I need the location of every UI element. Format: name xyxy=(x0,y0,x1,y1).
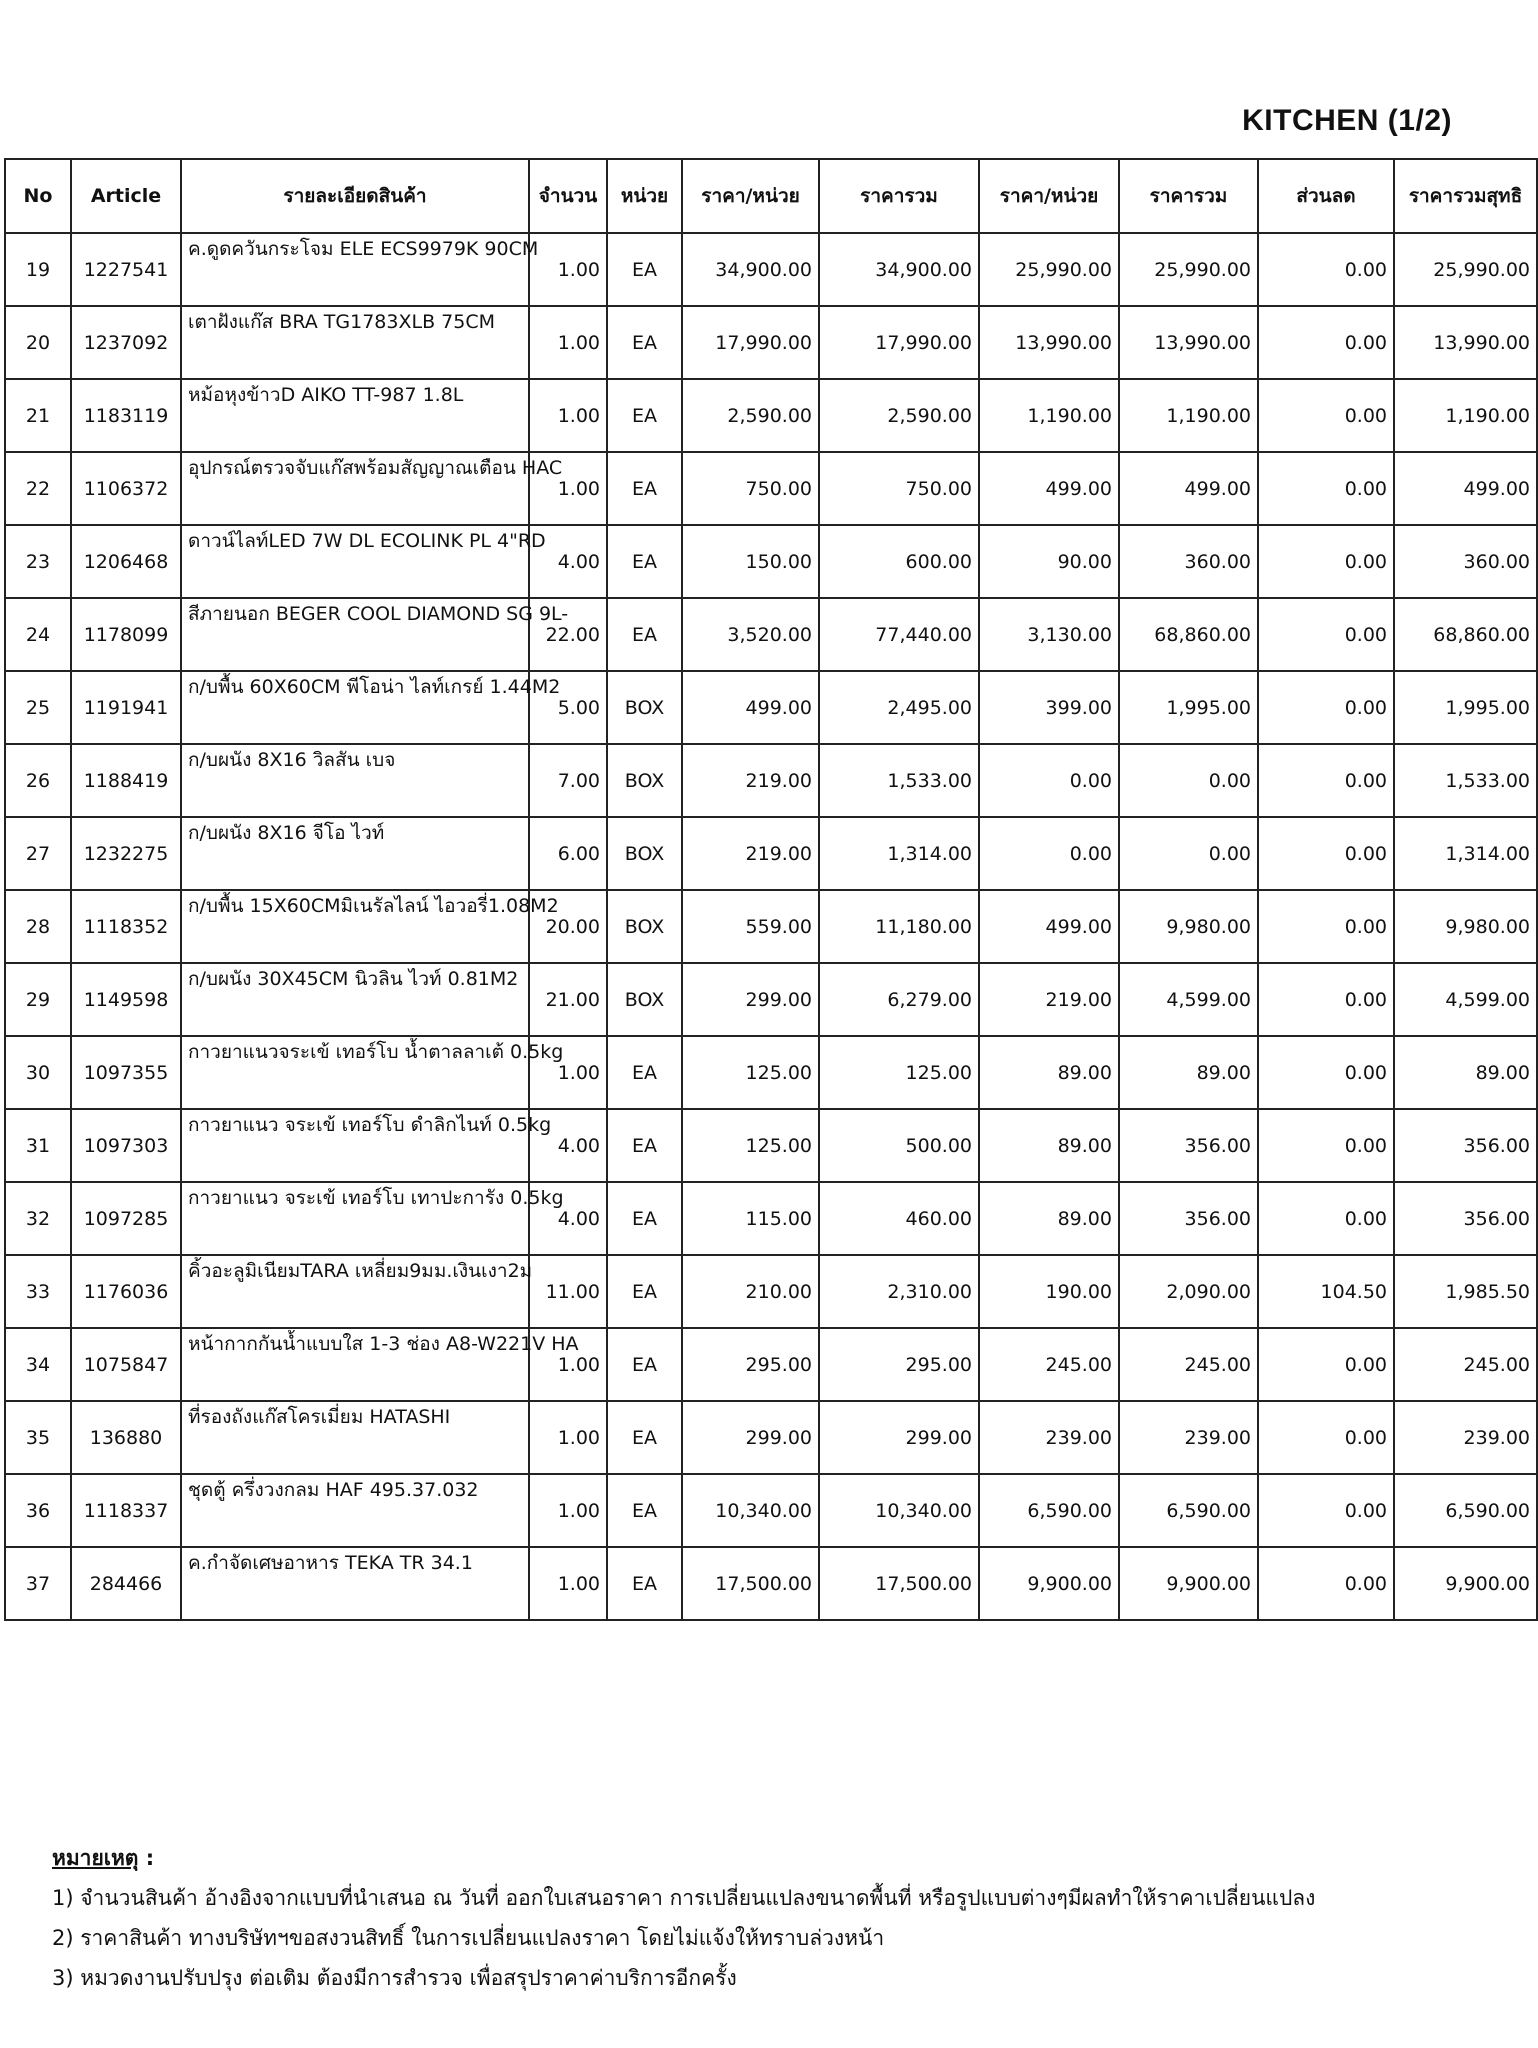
unit-price: 17,990.00 xyxy=(682,306,819,379)
total-price: 17,500.00 xyxy=(819,1547,979,1620)
table-row xyxy=(5,1547,1537,1620)
row-number: 21 xyxy=(5,379,71,452)
discount: 0.00 xyxy=(1258,452,1394,525)
article-code: 1075847 xyxy=(71,1328,181,1401)
row-number: 33 xyxy=(5,1255,71,1328)
total-price: 2,310.00 xyxy=(819,1255,979,1328)
unit: BOX xyxy=(607,744,682,817)
table-row xyxy=(5,1255,1537,1328)
table-row xyxy=(5,1328,1537,1401)
unit: BOX xyxy=(607,890,682,963)
total-price-2: 0.00 xyxy=(1119,817,1258,890)
total-price-2: 356.00 xyxy=(1119,1109,1258,1182)
net-total: 239.00 xyxy=(1394,1401,1537,1474)
unit: EA xyxy=(607,1401,682,1474)
table-row xyxy=(5,1401,1537,1474)
quantity: 4.00 xyxy=(529,1109,607,1182)
items-table xyxy=(4,158,1538,1621)
table-row xyxy=(5,1036,1537,1109)
quantity: 22.00 xyxy=(529,598,607,671)
notes-colon: : xyxy=(138,1846,155,1870)
table-row xyxy=(5,1474,1537,1547)
article-code: 1206468 xyxy=(71,525,181,598)
net-total: 13,990.00 xyxy=(1394,306,1537,379)
header-article: Article xyxy=(71,159,181,233)
total-price: 299.00 xyxy=(819,1401,979,1474)
item-description: หน้ากากกันน้ำแบบใส 1-3 ช่อง A8-W221V HA xyxy=(181,1328,529,1401)
article-code: 1232275 xyxy=(71,817,181,890)
article-code: 1097303 xyxy=(71,1109,181,1182)
item-description: คิ้วอะลูมิเนียมTARA เหลี่ยม9มม.เงินเงา2ม xyxy=(181,1255,529,1328)
total-price-2: 89.00 xyxy=(1119,1036,1258,1109)
quantity: 1.00 xyxy=(529,1328,607,1401)
net-total: 1,190.00 xyxy=(1394,379,1537,452)
item-description: ที่รองถังแก๊สโครเมี่ยม HATASHI xyxy=(181,1401,529,1474)
article-code: 1149598 xyxy=(71,963,181,1036)
note-line-3: 3) หมวดงานปรับปรุง ต่อเติม ต้องมีการสำรวจ เพื่อสรุปราคาค่าบริการอีกครั้ง xyxy=(52,1966,737,1990)
total-price-2: 239.00 xyxy=(1119,1401,1258,1474)
total-price: 125.00 xyxy=(819,1036,979,1109)
total-price-2: 25,990.00 xyxy=(1119,233,1258,306)
item-description: ก/บพื้น 60X60CM พีโอน่า ไลท์เกรย์ 1.44M2 xyxy=(181,671,529,744)
unit-price: 3,520.00 xyxy=(682,598,819,671)
unit: EA xyxy=(607,1255,682,1328)
discount: 104.50 xyxy=(1258,1255,1394,1328)
table-row xyxy=(5,525,1537,598)
unit-price-2: 6,590.00 xyxy=(979,1474,1119,1547)
total-price: 34,900.00 xyxy=(819,233,979,306)
row-number: 27 xyxy=(5,817,71,890)
net-total: 9,900.00 xyxy=(1394,1547,1537,1620)
unit-price-2: 9,900.00 xyxy=(979,1547,1119,1620)
total-price-2: 13,990.00 xyxy=(1119,306,1258,379)
unit-price-2: 190.00 xyxy=(979,1255,1119,1328)
unit-price: 750.00 xyxy=(682,452,819,525)
unit: EA xyxy=(607,233,682,306)
unit-price: 219.00 xyxy=(682,817,819,890)
note-line-2: 2) ราคาสินค้า ทางบริษัทฯขอสงวนสิทธิ์ ในการเปลี่ยนแปลงราคา โดยไม่แจ้งให้ทราบล่วงหน้า xyxy=(52,1926,885,1950)
row-number: 34 xyxy=(5,1328,71,1401)
row-number: 32 xyxy=(5,1182,71,1255)
header-no: No xyxy=(5,159,71,233)
unit-price: 34,900.00 xyxy=(682,233,819,306)
unit: EA xyxy=(607,1474,682,1547)
table-header-row xyxy=(5,159,1537,233)
unit-price: 299.00 xyxy=(682,1401,819,1474)
article-code: 1118352 xyxy=(71,890,181,963)
unit-price-2: 239.00 xyxy=(979,1401,1119,1474)
table-row xyxy=(5,233,1537,306)
notes-heading-line xyxy=(52,1838,1315,1878)
total-price: 6,279.00 xyxy=(819,963,979,1036)
header-net-total: ราคารวมสุทธิ xyxy=(1394,159,1537,233)
discount: 0.00 xyxy=(1258,1547,1394,1620)
item-description: อุปกรณ์ตรวจจับแก๊สพร้อมสัญญาณเตือน HAC xyxy=(181,452,529,525)
discount: 0.00 xyxy=(1258,671,1394,744)
unit-price: 150.00 xyxy=(682,525,819,598)
quantity: 1.00 xyxy=(529,1401,607,1474)
note-line-1: 1) จำนวนสินค้า อ้างอิงจากแบบที่นำเสนอ ณ วันที่ ออกใบเสนอราคา การเปลี่ยนแปลงขนาดพื้นที่ หรือรูปแบบต่างๆมีผลทำให้ราคาเปลี่ยนแปลง xyxy=(52,1886,1316,1910)
quantity: 1.00 xyxy=(529,306,607,379)
unit: EA xyxy=(607,1182,682,1255)
table-row xyxy=(5,306,1537,379)
discount: 0.00 xyxy=(1258,1182,1394,1255)
total-price-2: 9,900.00 xyxy=(1119,1547,1258,1620)
unit: EA xyxy=(607,598,682,671)
unit-price-2: 1,190.00 xyxy=(979,379,1119,452)
article-code: 1097355 xyxy=(71,1036,181,1109)
notes xyxy=(52,1838,1315,1998)
discount: 0.00 xyxy=(1258,1109,1394,1182)
quantity: 1.00 xyxy=(529,452,607,525)
header-total: ราคารวม xyxy=(819,159,979,233)
discount: 0.00 xyxy=(1258,1474,1394,1547)
article-code: 1118337 xyxy=(71,1474,181,1547)
quantity: 1.00 xyxy=(529,379,607,452)
article-code: 1237092 xyxy=(71,306,181,379)
unit-price-2: 499.00 xyxy=(979,452,1119,525)
net-total: 360.00 xyxy=(1394,525,1537,598)
item-description: ชุดตู้ ครึ่งวงกลม HAF 495.37.032 xyxy=(181,1474,529,1547)
table-row xyxy=(5,671,1537,744)
total-price: 11,180.00 xyxy=(819,890,979,963)
row-number: 19 xyxy=(5,233,71,306)
discount: 0.00 xyxy=(1258,817,1394,890)
unit: BOX xyxy=(607,671,682,744)
article-code: 1178099 xyxy=(71,598,181,671)
net-total: 6,590.00 xyxy=(1394,1474,1537,1547)
quantity: 1.00 xyxy=(529,1036,607,1109)
unit-price: 219.00 xyxy=(682,744,819,817)
unit-price: 210.00 xyxy=(682,1255,819,1328)
total-price: 1,533.00 xyxy=(819,744,979,817)
row-number: 22 xyxy=(5,452,71,525)
header-discount: ส่วนลด xyxy=(1258,159,1394,233)
net-total: 499.00 xyxy=(1394,452,1537,525)
row-number: 31 xyxy=(5,1109,71,1182)
discount: 0.00 xyxy=(1258,598,1394,671)
quantity: 20.00 xyxy=(529,890,607,963)
quantity: 1.00 xyxy=(529,1474,607,1547)
unit-price-2: 0.00 xyxy=(979,817,1119,890)
quantity: 4.00 xyxy=(529,1182,607,1255)
article-code: 1191941 xyxy=(71,671,181,744)
discount: 0.00 xyxy=(1258,525,1394,598)
item-description: ก/บผนัง 8X16 วิลสัน เบจ xyxy=(181,744,529,817)
page-title: KITCHEN (1/2) xyxy=(1242,104,1452,137)
total-price: 2,495.00 xyxy=(819,671,979,744)
item-description: หม้อหุงข้าวD AIKO TT-987 1.8L xyxy=(181,379,529,452)
quantity: 11.00 xyxy=(529,1255,607,1328)
notes-heading: หมายเหตุ xyxy=(52,1846,139,1870)
discount: 0.00 xyxy=(1258,1036,1394,1109)
row-number: 24 xyxy=(5,598,71,671)
article-code: 1176036 xyxy=(71,1255,181,1328)
total-price-2: 68,860.00 xyxy=(1119,598,1258,671)
total-price-2: 499.00 xyxy=(1119,452,1258,525)
net-total: 1,533.00 xyxy=(1394,744,1537,817)
header-unit-price-2: ราคา/หน่วย xyxy=(979,159,1119,233)
unit-price-2: 89.00 xyxy=(979,1109,1119,1182)
header-unit-price: ราคา/หน่วย xyxy=(682,159,819,233)
item-description: ก/บพื้น 15X60CMมิเนรัลไลน์ ไอวอรี่1.08M2 xyxy=(181,890,529,963)
total-price-2: 4,599.00 xyxy=(1119,963,1258,1036)
discount: 0.00 xyxy=(1258,963,1394,1036)
unit-price: 299.00 xyxy=(682,963,819,1036)
item-description: กาวยาแนว จระเข้ เทอร์โบ ดำลิกไนท์ 0.5kg xyxy=(181,1109,529,1182)
total-price-2: 6,590.00 xyxy=(1119,1474,1258,1547)
quantity: 21.00 xyxy=(529,963,607,1036)
article-code: 136880 xyxy=(71,1401,181,1474)
article-code: 1227541 xyxy=(71,233,181,306)
total-price-2: 0.00 xyxy=(1119,744,1258,817)
row-number: 36 xyxy=(5,1474,71,1547)
unit-price: 17,500.00 xyxy=(682,1547,819,1620)
unit: BOX xyxy=(607,963,682,1036)
discount: 0.00 xyxy=(1258,1401,1394,1474)
header-total-2: ราคารวม xyxy=(1119,159,1258,233)
total-price-2: 356.00 xyxy=(1119,1182,1258,1255)
total-price: 17,990.00 xyxy=(819,306,979,379)
net-total: 9,980.00 xyxy=(1394,890,1537,963)
unit-price-2: 245.00 xyxy=(979,1328,1119,1401)
total-price-2: 360.00 xyxy=(1119,525,1258,598)
table-row xyxy=(5,379,1537,452)
table-row xyxy=(5,963,1537,1036)
quantity: 6.00 xyxy=(529,817,607,890)
net-total: 25,990.00 xyxy=(1394,233,1537,306)
total-price: 10,340.00 xyxy=(819,1474,979,1547)
row-number: 29 xyxy=(5,963,71,1036)
total-price: 295.00 xyxy=(819,1328,979,1401)
table-row xyxy=(5,890,1537,963)
article-code: 284466 xyxy=(71,1547,181,1620)
unit: EA xyxy=(607,306,682,379)
unit-price: 2,590.00 xyxy=(682,379,819,452)
unit: BOX xyxy=(607,817,682,890)
article-code: 1188419 xyxy=(71,744,181,817)
net-total: 356.00 xyxy=(1394,1182,1537,1255)
unit-price: 10,340.00 xyxy=(682,1474,819,1547)
unit-price: 295.00 xyxy=(682,1328,819,1401)
total-price-2: 2,090.00 xyxy=(1119,1255,1258,1328)
table-row xyxy=(5,452,1537,525)
discount: 0.00 xyxy=(1258,379,1394,452)
discount: 0.00 xyxy=(1258,233,1394,306)
row-number: 23 xyxy=(5,525,71,598)
discount: 0.00 xyxy=(1258,890,1394,963)
discount: 0.00 xyxy=(1258,1328,1394,1401)
net-total: 1,985.50 xyxy=(1394,1255,1537,1328)
item-description: ดาวน์ไลท์LED 7W DL ECOLINK PL 4"RD xyxy=(181,525,529,598)
total-price: 750.00 xyxy=(819,452,979,525)
quantity: 4.00 xyxy=(529,525,607,598)
table-row xyxy=(5,817,1537,890)
header-description: รายละเอียดสินค้า xyxy=(181,159,529,233)
quantity: 1.00 xyxy=(529,233,607,306)
net-total: 1,314.00 xyxy=(1394,817,1537,890)
unit-price-2: 89.00 xyxy=(979,1036,1119,1109)
item-description: กาวยาแนวจระเข้ เทอร์โบ น้ำตาลลาเต้ 0.5kg xyxy=(181,1036,529,1109)
unit-price-2: 3,130.00 xyxy=(979,598,1119,671)
row-number: 37 xyxy=(5,1547,71,1620)
total-price-2: 1,190.00 xyxy=(1119,379,1258,452)
unit: EA xyxy=(607,1036,682,1109)
unit: EA xyxy=(607,1328,682,1401)
unit-price: 125.00 xyxy=(682,1036,819,1109)
article-code: 1183119 xyxy=(71,379,181,452)
unit-price: 125.00 xyxy=(682,1109,819,1182)
total-price-2: 9,980.00 xyxy=(1119,890,1258,963)
item-description: ค.ดูดควันกระโจม ELE ECS9979K 90CM xyxy=(181,233,529,306)
quantity: 1.00 xyxy=(529,1547,607,1620)
table-row xyxy=(5,1182,1537,1255)
net-total: 245.00 xyxy=(1394,1328,1537,1401)
unit: EA xyxy=(607,379,682,452)
unit-price-2: 25,990.00 xyxy=(979,233,1119,306)
total-price: 600.00 xyxy=(819,525,979,598)
net-total: 68,860.00 xyxy=(1394,598,1537,671)
article-code: 1097285 xyxy=(71,1182,181,1255)
unit-price-2: 90.00 xyxy=(979,525,1119,598)
item-description: กาวยาแนว จระเข้ เทอร์โบ เทาปะการัง 0.5kg xyxy=(181,1182,529,1255)
table-row xyxy=(5,1109,1537,1182)
item-description: ก/บผนัง 30X45CM นิวลิน ไวท์ 0.81M2 xyxy=(181,963,529,1036)
net-total: 89.00 xyxy=(1394,1036,1537,1109)
table-row xyxy=(5,744,1537,817)
unit: EA xyxy=(607,1109,682,1182)
item-description: เตาฝังแก๊ส BRA TG1783XLB 75CM xyxy=(181,306,529,379)
unit-price: 559.00 xyxy=(682,890,819,963)
header-quantity: จำนวน xyxy=(529,159,607,233)
table-row xyxy=(5,598,1537,671)
net-total: 1,995.00 xyxy=(1394,671,1537,744)
row-number: 26 xyxy=(5,744,71,817)
total-price-2: 1,995.00 xyxy=(1119,671,1258,744)
row-number: 25 xyxy=(5,671,71,744)
unit-price-2: 0.00 xyxy=(979,744,1119,817)
unit: EA xyxy=(607,1547,682,1620)
total-price: 77,440.00 xyxy=(819,598,979,671)
row-number: 20 xyxy=(5,306,71,379)
unit-price-2: 219.00 xyxy=(979,963,1119,1036)
discount: 0.00 xyxy=(1258,306,1394,379)
total-price: 1,314.00 xyxy=(819,817,979,890)
total-price: 500.00 xyxy=(819,1109,979,1182)
total-price: 2,590.00 xyxy=(819,379,979,452)
item-description: ก/บผนัง 8X16 จีโอ ไวท์ xyxy=(181,817,529,890)
header-unit: หน่วย xyxy=(607,159,682,233)
total-price: 460.00 xyxy=(819,1182,979,1255)
row-number: 30 xyxy=(5,1036,71,1109)
unit: EA xyxy=(607,525,682,598)
unit-price: 499.00 xyxy=(682,671,819,744)
unit-price-2: 499.00 xyxy=(979,890,1119,963)
net-total: 356.00 xyxy=(1394,1109,1537,1182)
unit-price-2: 399.00 xyxy=(979,671,1119,744)
discount: 0.00 xyxy=(1258,744,1394,817)
item-description: สีภายนอก BEGER COOL DIAMOND SG 9L- xyxy=(181,598,529,671)
row-number: 35 xyxy=(5,1401,71,1474)
unit: EA xyxy=(607,452,682,525)
total-price-2: 245.00 xyxy=(1119,1328,1258,1401)
net-total: 4,599.00 xyxy=(1394,963,1537,1036)
item-description: ค.กำจัดเศษอาหาร TEKA TR 34.1 xyxy=(181,1547,529,1620)
quantity: 7.00 xyxy=(529,744,607,817)
article-code: 1106372 xyxy=(71,452,181,525)
unit-price: 115.00 xyxy=(682,1182,819,1255)
row-number: 28 xyxy=(5,890,71,963)
unit-price-2: 13,990.00 xyxy=(979,306,1119,379)
unit-price-2: 89.00 xyxy=(979,1182,1119,1255)
quantity: 5.00 xyxy=(529,671,607,744)
